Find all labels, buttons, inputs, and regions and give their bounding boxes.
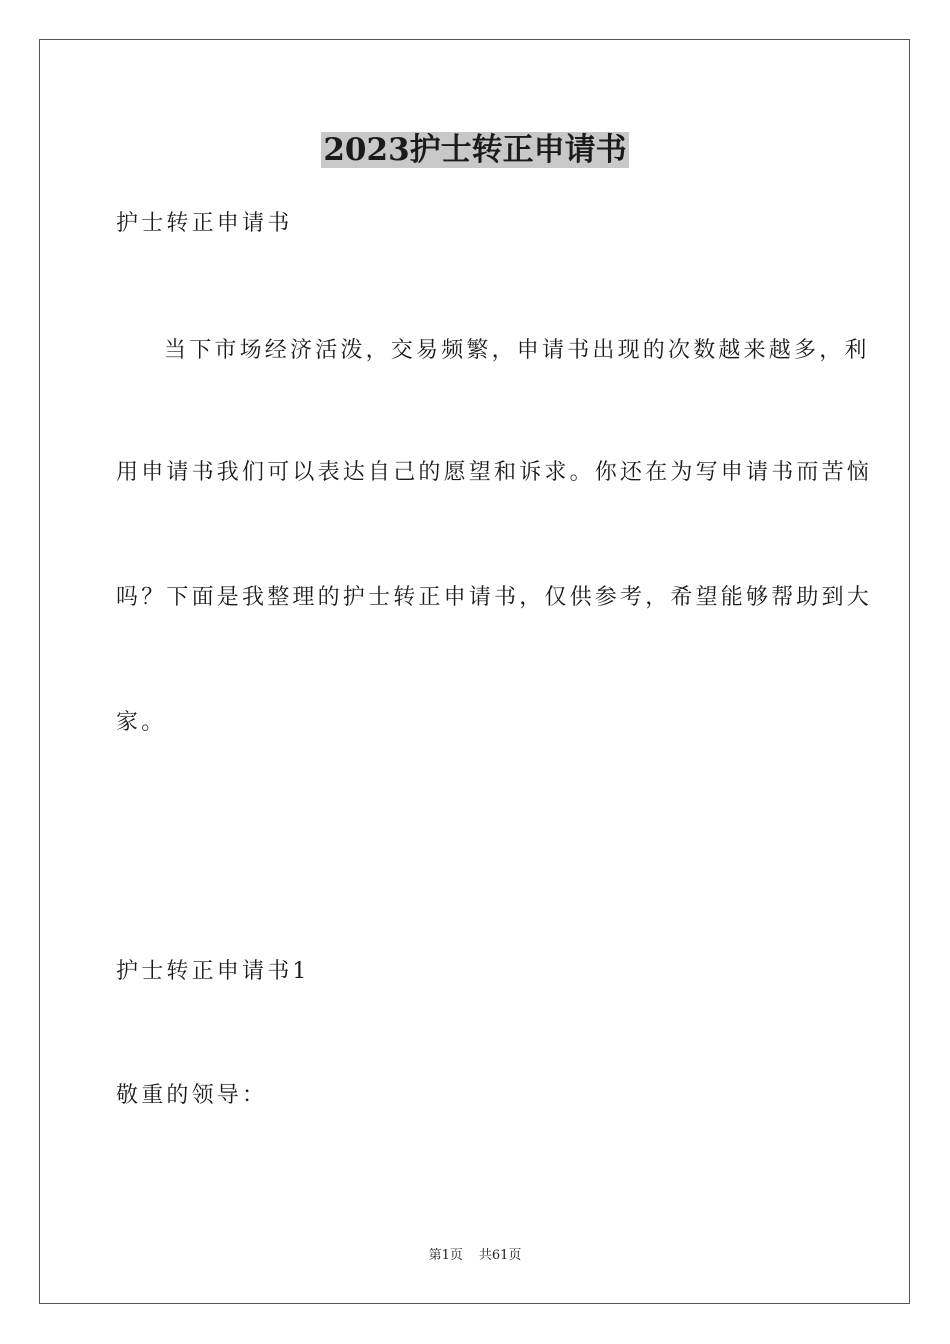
paragraph-line-4: 家。	[116, 710, 167, 735]
page-total: 共61页	[478, 1248, 522, 1263]
section-heading: 护士转正申请书1	[116, 959, 310, 984]
document-title-text: 2023护士转正申请书	[323, 132, 627, 168]
document-title	[0, 128, 950, 172]
paragraph-line-3: 吗？下面是我整理的护士转正申请书，仅供参考，希望能够帮助到大	[116, 585, 873, 610]
paragraph-line-2: 用申请书我们可以表达自己的愿望和诉求。你还在为写申请书而苦恼	[116, 460, 873, 485]
page-number: 第1页	[428, 1248, 463, 1263]
salutation: 敬重的领导：	[116, 1083, 268, 1108]
document-subtitle: 护士转正申请书	[116, 211, 293, 236]
page-footer	[0, 1246, 950, 1266]
paragraph-line-1: 当下市场经济活泼，交易频繁，申请书出现的次数越来越多，利	[164, 338, 870, 363]
